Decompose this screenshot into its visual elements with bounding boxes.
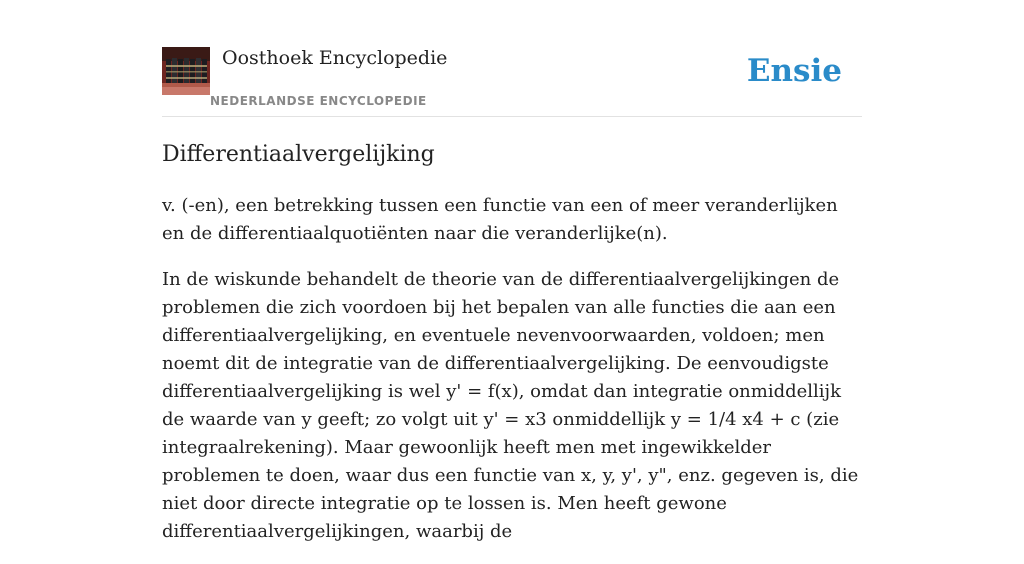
site-subtitle: NEDERLANDSE ENCYCLOPEDIE bbox=[210, 94, 427, 108]
article-body bbox=[162, 192, 862, 564]
article-paragraph: In de wiskunde behandelt de theorie van de differentiaalvergelijkingen de problemen die zich voordoen bij het bepalen van alle functies die aan een differentiaalvergelijking, en eventuele nevenvoorwaarden, voldoen; men noemt dit de integratie van de differentiaalvergelijking. De eenvoudigste differentiaalvergelijking is wel y' = f(x), omdat dan integratie onmiddellijk de waarde van y geeft; zo volgt uit y' = x3 onmiddellijk y = 1/4 x4 + c (zie integraalrekening). Maar gewoonlijk heeft men met ingewikkelder problemen te doen, waar dus een functie van x, y, y', y", enz. gegeven is, die niet door directe integratie op te lossen is. Men heeft gewone differentiaalvergelijkingen, waarbij de bbox=[162, 269, 859, 542]
encyclopedia-books-icon[interactable] bbox=[162, 47, 210, 95]
article-title: Differentiaalvergelijking bbox=[162, 142, 435, 167]
books-image bbox=[162, 47, 210, 95]
site-title[interactable]: Oosthoek Encyclopedie bbox=[222, 47, 448, 69]
article-paragraph: v. (-en), een betrekking tussen een functie van een of meer veranderlijken en de differentiaalquotiënten naar die veranderlijke(n). bbox=[162, 195, 838, 244]
brand-logo[interactable]: Ensie bbox=[746, 53, 842, 89]
site-header bbox=[162, 46, 862, 117]
